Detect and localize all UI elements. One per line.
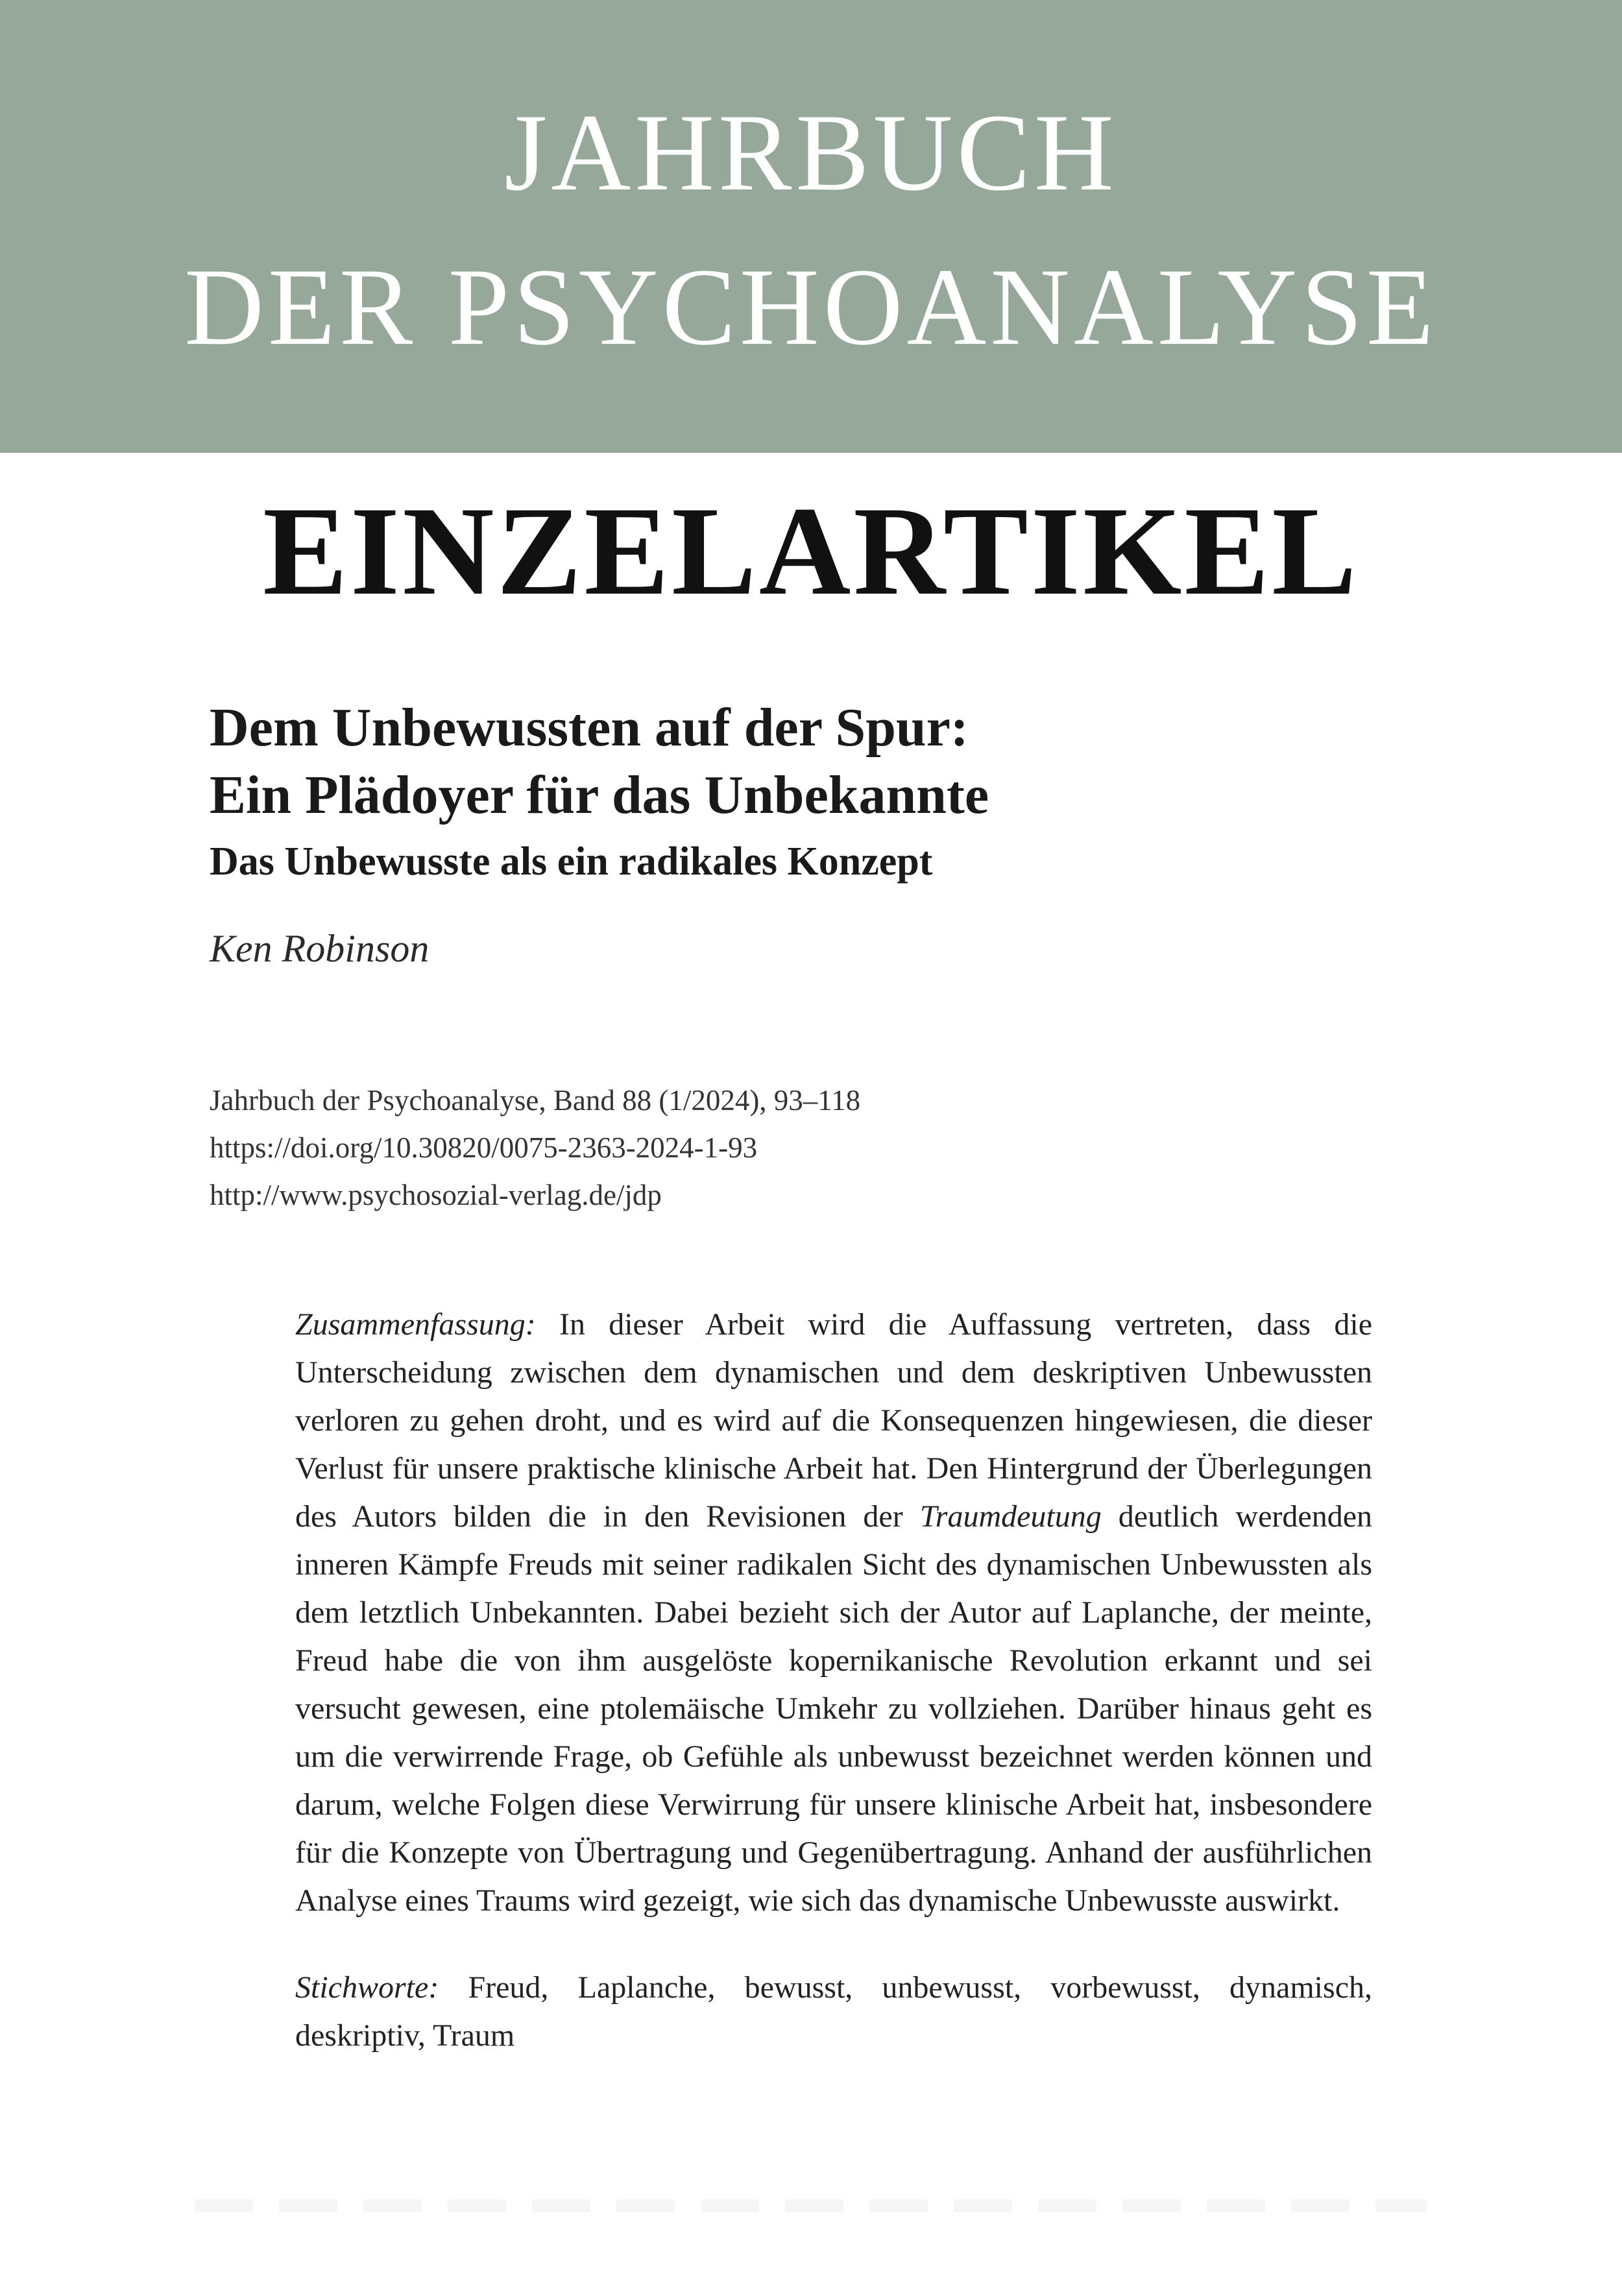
article-header <box>210 694 1429 1219</box>
journal-reference: Jahrbuch der Psychoanalyse, Band 88 (1/2024), 93–118 <box>210 1084 861 1117</box>
abstract-emphasis: Traumdeutung <box>919 1499 1102 1534</box>
author-name: Ken Robinson <box>210 927 430 970</box>
doi-link[interactable]: https://doi.org/10.30820/0075-2363-2024-1-93 <box>210 1131 758 1164</box>
journal-title-line1: JAHRBUCH <box>504 91 1118 213</box>
abstract-label: Zusammenfassung: <box>295 1307 536 1342</box>
keywords-label: Stichworte: <box>295 1970 439 2005</box>
publisher-url[interactable]: http://www.psychosozial-verlag.de/jdp <box>210 1179 662 1211</box>
citation-block <box>210 1077 1429 1219</box>
article-title-line2: Ein Plädoyer für das Unbekannte <box>210 765 989 825</box>
abstract-text-part2: deutlich werdenden inneren Kämpfe Freuds mit seiner radikalen Sicht des dynamischen Unbewussten als dem letztlich Unbekannten. Dabei bezieht sich der Autor auf Laplanche, der meinte, Freud habe die von ihm ausgelöste kopernikanische Revolution erkannt und sei versucht gewesen, eine ptolemäische Umkehr zu vollziehen. Darüber hinaus geht es um die verwirrende Frage, ob Gefühle als unbewusst bezeichnet werden können und darum, welche Folgen diese Verwirrung für unsere klinische Arbeit hat, insbesondere für die Konzepte von Übertragung und Gegenübertragung. Anhand der ausführlichen Analyse eines Traums wird gezeigt, wie sich das dynamische Unbewusste auswirkt. <box>295 1499 1372 1918</box>
abstract <box>295 1301 1372 1925</box>
article-subtitle: Das Unbewusste als ein radikales Konzept <box>210 840 933 884</box>
journal-title-line2: DER PSYCHOANALYSE <box>184 246 1438 368</box>
footer-divider <box>195 2199 1427 2212</box>
article-title-line1: Dem Unbewussten auf der Spur: <box>210 697 969 758</box>
keywords <box>295 1964 1372 2060</box>
series-label: EINZELARTIKEL <box>263 481 1359 622</box>
keywords-text: Freud, Laplanche, bewusst, unbewusst, vorbewusst, dynamisch, deskriptiv, Traum <box>295 1970 1372 2053</box>
article-title <box>210 694 1429 829</box>
journal-header-band <box>0 0 1622 453</box>
abstract-block <box>295 1301 1372 2060</box>
abstract-text-part1: In dieser Arbeit wird die Auffassung vertreten, dass die Unterscheidung zwischen dem dynamischen und dem deskriptiven Unbewussten verloren zu gehen droht, und es wird auf die Konsequenzen hingewiesen, die dieser Verlust für unsere praktische klinische Arbeit hat. Den Hintergrund der Überlegungen des Autors bilden die in den Revisionen der <box>295 1307 1372 1534</box>
